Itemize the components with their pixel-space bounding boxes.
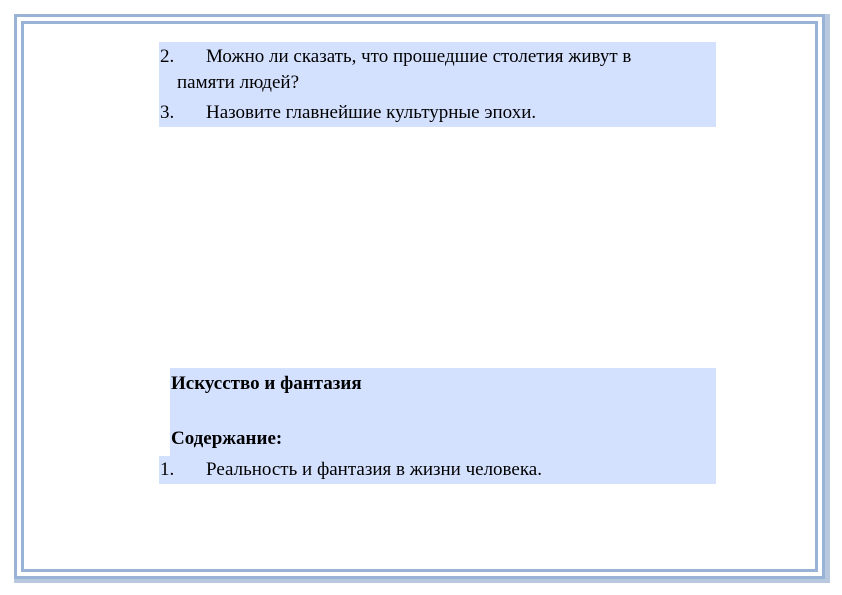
frame-shadow-bottom [14,579,830,583]
content-heading: Содержание: [171,428,283,449]
section-title: Искусство и фантазия [171,373,362,394]
content-list [159,456,716,484]
list-item-text-continued: памяти людей? [177,72,299,93]
section-header [170,368,716,456]
frame-shadow-right [825,14,830,583]
list-item-text: Можно ли сказать, что прошедшие столетия живут в [206,46,632,67]
list-item-number: 1. [160,459,175,480]
list-item-number: 3. [160,102,175,123]
question-list [159,42,716,127]
list-item-text: Назовите главнейшие культурные эпохи. [206,102,537,123]
list-item-number: 2. [160,46,175,67]
list-item-text: Реальность и фантазия в жизни человека. [206,459,542,480]
